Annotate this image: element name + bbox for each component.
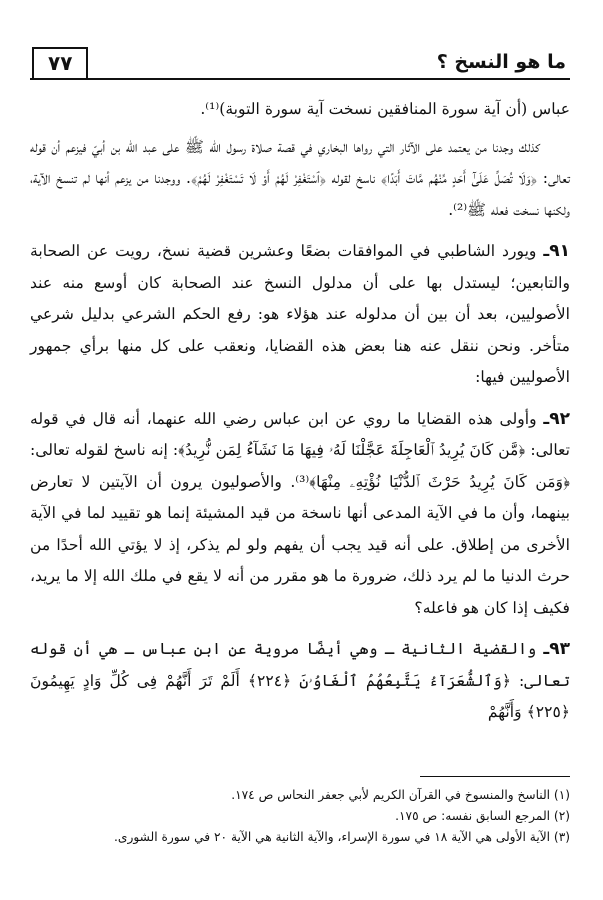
main-text — [30, 94, 570, 729]
page-header — [30, 38, 570, 80]
section-number-92: ٩٢ـ — [543, 408, 570, 429]
paragraph-bukhari: كذلك وجدنا من يعتمد على الآثار التي رواها البخاري في قصة صلاة رسول الله ﷺ على عبد الله بن أبيّ فيزعم أن قوله تعالى: ﴿وَلَا تُصَلِّ عَلَىٰٓ أَحَدٍ مِّنْهُم مَّاتَ أَبَدًا﴾ ناسخ لقوله ﴿ٱسْتَغْفِرْ لَهُمْ أَوْ لَا تَسْتَغْفِرْ لَهُمْ﴾. ووجدنا من يزعم أنها لم تنسخ الآية، ولكنها نسخت فعله ﷺ⁽²⁾. — [30, 137, 570, 219]
book-page — [30, 38, 570, 878]
section-92-text: وأولى هذه القضايا ما روي عن ابن عباس رضي الله عنهما، أنه قال في قوله تعالى: ﴿مَّن كَانَ يُرِيدُ ٱلْعَاجِلَةَ عَجَّلْنَا لَهُۥ فِيهَا مَا نَشَآءُ لِمَن نُّرِيدُ﴾: إنه ناسخ لقوله تعالى: ﴿وَمَن كَانَ يُرِيدُ حَرْثَ ٱلدُّنْيَا نُؤْتِهِۦ مِنْهَا﴾⁽³⁾. والأصوليون يرون أن الآيتين لا تعارض بينهما، وأن ما في الآية المدعى أنها ناسخة من قيد المشيئة إنما هو تقييد لما في الآية الأخرى من إطلاق. على أنه قيد يجب أن يفهم ولو لم يذكر، إذ لا يؤتي الله أحدًا من حرث الدنيا ما لم يرد ذلك، ضرورة ما هو مقرر من أنه لا يقع في ملك الله إلا ما يريد، فكيف إذا كان هو فاعله؟ — [30, 409, 571, 617]
footnote-1: (١) الناسخ والمنسوخ في القرآن الكريم لأبي جعفر النحاس ص ١٧٤. — [231, 788, 570, 802]
section-number-93: ٩٣ـ — [543, 639, 570, 659]
paragraph-continuation: عباس (أن آية سورة المنافقين نسخت آية سورة التوبة)⁽¹⁾. — [200, 100, 570, 118]
section-91 — [30, 236, 570, 394]
footnote-2: (٢) المرجع السابق نفسه: ص ١٧٥. — [395, 809, 570, 823]
section-number-91: ٩١ـ — [543, 241, 570, 261]
section-93-text: والقضية الثانية ـ وهي أيضًا مروية عن ابن عباس ـ هي أن قوله تعالى: ﴿وَٱلشُّعَرَآءُ يَتَّبِعُهُمُ ٱلْغَاوُۥنَ ﴿٢٢٤﴾ أَلَمْ تَرَ أَنَّهُمْ فِى كُلِّ وَادٍ يَهِيمُونَ ﴿٢٢٥﴾ وَأَنَّهُمْ — [30, 640, 570, 721]
section-92 — [30, 404, 570, 625]
footnotes — [30, 776, 570, 848]
footnote-3: (٣) الآية الأولى هي الآية ١٨ في سورة الإسراء، والآية الثانية هي الآية ٢٠ في سورة الشورى. — [114, 830, 570, 844]
footnote-separator — [420, 776, 570, 777]
section-93 — [30, 634, 570, 729]
page-number: ٧٧ — [32, 47, 88, 78]
running-title: ما هو النسخ ؟ — [436, 51, 566, 73]
section-91-text: ويورد الشاطبي في الموافقات بضعًا وعشرين قضية نسخ، رويت عن الصحابة والتابعين؛ ليستدل بها على أن مدلول النسخ عند الصحابة كان أوسع منه عند الأصوليين، بعد أن بين أن مدلوله عند هؤلاء هو: رفع الحكم الشرعي بدليل شرعي متأخر. ونحن ننقل عنه هنا بعض هذه القضايا، ونعقب على كل منها برأي جمهور الأصوليين فيها: — [30, 242, 570, 386]
